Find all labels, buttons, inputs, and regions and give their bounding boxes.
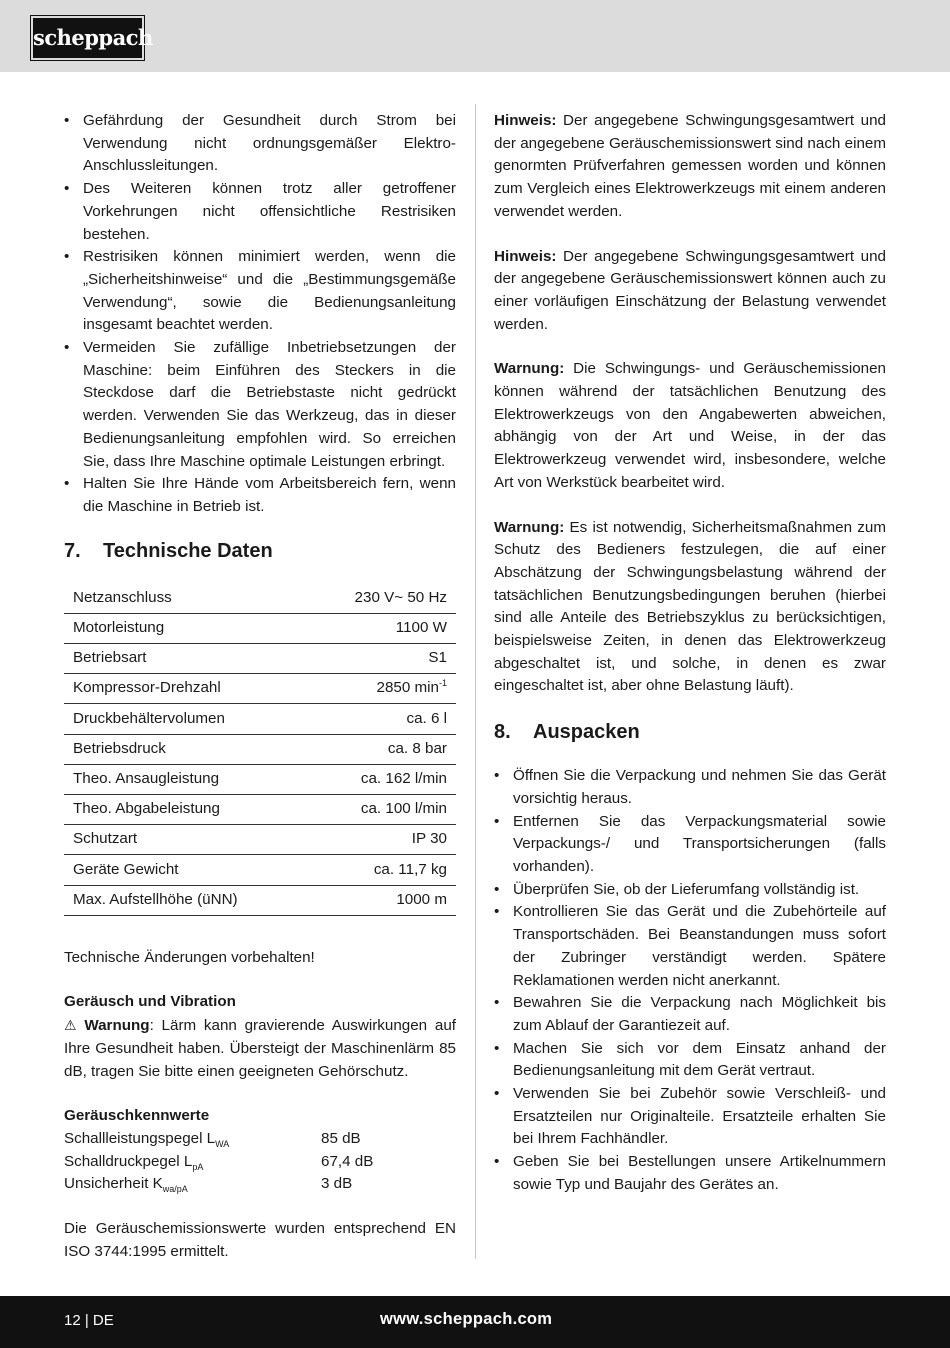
- table-row: [64, 674, 456, 704]
- page-footer: [0, 1296, 950, 1348]
- unpacking-bullet-list: [494, 765, 886, 1196]
- website-url: www.scheppach.com: [380, 1310, 553, 1328]
- warning-text: : Lärm kann gravierende Auswirkungen auf Ihre Gesundheit haben. Übersteigt der Maschinenlärm 85 dB, tragen Sie bitte einen geeigneten Gehörschutz.: [64, 1017, 456, 1080]
- noise-values-heading: Geräuschkennwerte: [64, 1107, 210, 1125]
- spec-label: Motorleistung: [64, 613, 308, 643]
- note-label: Hinweis:: [494, 247, 557, 265]
- spec-label: Geräte Gewicht: [64, 855, 308, 885]
- spec-label: Kompressor-Drehzahl: [64, 674, 308, 704]
- spec-value: ca. 6 l: [308, 704, 456, 734]
- page-header: [0, 0, 950, 72]
- table-row: [64, 825, 456, 855]
- section-title: Auspacken: [533, 721, 640, 744]
- changes-note: Technische Änderungen vorbehalten!: [64, 948, 315, 966]
- spec-value: ca. 162 l/min: [308, 764, 456, 794]
- noise-warning: [64, 1014, 456, 1083]
- note-text: Der angegebene Schwingungsgesamtwert und der angegebene Geräuschemissionswert sind nach einem genormten Prüfverfahren gemessen worden und können zum Vergleich eines Elektrowerkzeugs mit einem anderen verwendet werden.: [494, 112, 886, 220]
- spec-value: 1000 m: [308, 885, 456, 915]
- spec-value: 1100 W: [308, 613, 456, 643]
- table-row: [64, 584, 456, 614]
- list-item: • Gefährdung der Gesundheit durch Strom bei Verwendung nicht ordnungsgemäßer Elektro-Anschlussleitungen.: [64, 110, 456, 178]
- note-label: Hinweis:: [494, 112, 557, 129]
- table-row: [64, 644, 456, 674]
- noise-footer-note: Die Geräuschemissionswerte wurden entsprechend EN ISO 3744:1995 ermittelt.: [64, 1220, 456, 1260]
- table-row: [64, 764, 456, 794]
- note-paragraph: [494, 517, 886, 699]
- spec-value: IP 30: [308, 825, 456, 855]
- section-title: Technische Daten: [103, 539, 273, 562]
- noise-label-subscript: pA: [192, 1161, 204, 1172]
- list-item: • Kontrollieren Sie das Gerät und die Zubehörteile auf Transportschäden. Bei Beanstandungen muss sofort der Zubringer verständigt werden. Spätere Reklamationen werden nicht anerkannt.: [494, 901, 886, 992]
- left-column: [64, 110, 456, 1263]
- spec-label: Max. Aufstellhöhe (üNN): [64, 885, 308, 915]
- column-divider: [475, 104, 476, 1259]
- note-paragraph: [494, 246, 886, 337]
- noise-value: 3 dB: [321, 1175, 353, 1193]
- spec-value-text: 2850 min: [376, 679, 439, 697]
- noise-value-label: [64, 1151, 321, 1174]
- section-number: 8.: [494, 721, 511, 744]
- list-item: • Verwenden Sie bei Zubehör sowie Verschleiß- und Ersatzteilen nur Originalteile. Ersatzteile erhalten Sie bei Ihrem Fachhändler.: [494, 1083, 886, 1151]
- scheppach-logo: scheppach: [31, 16, 144, 60]
- noise-label-subscript: wa/pA: [162, 1184, 188, 1195]
- list-item: • Geben Sie bei Bestellungen unsere Artikelnummern sowie Typ und Baujahr des Gerätes an.: [494, 1151, 886, 1196]
- table-row: [64, 855, 456, 885]
- spec-label: Druckbehältervolumen: [64, 704, 308, 734]
- spec-value: ca. 8 bar: [308, 734, 456, 764]
- note-text: Der angegebene Schwingungsgesamtwert und der angegebene Geräuschemissionswert können auch zu einer vorläufigen Einschätzung der Belastung verwendet werden.: [494, 247, 886, 333]
- noise-value: 67,4 dB: [321, 1152, 374, 1170]
- list-item: • Vermeiden Sie zufällige Inbetriebsetzungen der Maschine: beim Einführen des Steckers in die Steckdose darf die Betriebstaste nicht gedrückt werden. Verwenden Sie das Werkzeug, das in dieser Bedienungsanleitung empfohlen wird. So erreichen Sie, dass Ihre Maschine optimale Leistungen erbringt.: [64, 337, 456, 473]
- noise-value: 85 dB: [321, 1129, 361, 1147]
- spec-value: S1: [308, 644, 456, 674]
- table-row: [64, 704, 456, 734]
- table-row: [64, 613, 456, 643]
- table-row: [64, 734, 456, 764]
- safety-bullet-list: [64, 110, 456, 519]
- note-label: Warnung:: [494, 518, 565, 536]
- list-item: • Restrisiken können minimiert werden, wenn die „Sicherheitshinweise“ und die „Bestimmungsgemäße Verwendung“, sowie die Bedienungsanleitung insgesamt beachtet werden.: [64, 246, 456, 337]
- warning-label: Warnung: [84, 1017, 150, 1035]
- spec-value: ca. 100 l/min: [308, 794, 456, 824]
- note-paragraph: [494, 358, 886, 494]
- list-item: • Entfernen Sie das Verpackungsmaterial sowie Verpackungs-/ und Transportsicherungen (falls vorhanden).: [494, 811, 886, 879]
- warning-icon: ⚠: [64, 1017, 77, 1034]
- section-7-heading: [64, 538, 456, 564]
- list-item: • Öffnen Sie die Verpackung und nehmen Sie das Gerät vorsichtig heraus.: [494, 765, 886, 810]
- table-row: [64, 794, 456, 824]
- list-item: • Des Weiteren können trotz aller getroffener Vorkehrungen nicht offensichtliche Restrisiken bestehen.: [64, 178, 456, 246]
- spec-value: ca. 11,7 kg: [308, 855, 456, 885]
- technical-data-table: [64, 584, 456, 916]
- noise-label-text: Unsicherheit K: [64, 1175, 163, 1193]
- spec-label: Betriebsdruck: [64, 734, 308, 764]
- noise-label-text: Schalldruckpegel L: [64, 1152, 193, 1170]
- spec-value-superscript: -1: [438, 678, 447, 689]
- section-number: 7.: [64, 539, 81, 562]
- spec-label: Betriebsart: [64, 644, 308, 674]
- spec-value: 230 V~ 50 Hz: [308, 584, 456, 614]
- note-text: Es ist notwendig, Sicherheitsmaßnahmen zum Schutz des Bedieners festzulegen, die auf einer Abschätzung der Schwingungsbelastung während der tatsächlichen Benutzungsbedingungen beruhen (hierbei sind alle Anteile des Betriebszyklus zu berücksichtigen, beispielsweise Zeiten, in denen das Elektrowerkzeug abgeschaltet ist, und solche, in denen es zwar eingeschaltet ist, aber ohne Belastung läuft).: [494, 518, 886, 695]
- table-row: [64, 885, 456, 915]
- note-text: Die Schwingungs- und Geräuschemissionen können während der tatsächlichen Benutzung des Elektrowerkzeugs von den Angabewerten abweichen, abhängig von der Art und Weise, in der das Elektrowerkzeug verwendet wird, insbesondere, welche Art von Werkstück bearbeitet wird.: [494, 360, 886, 491]
- noise-value-label: [64, 1128, 321, 1151]
- list-item: • Halten Sie Ihre Hände vom Arbeitsbereich fern, wenn die Maschine in Betrieb ist.: [64, 473, 456, 518]
- noise-value-row: [64, 1151, 456, 1174]
- note-label: Warnung:: [494, 360, 565, 378]
- spec-label: Netzanschluss: [64, 584, 308, 614]
- spec-label: Schutzart: [64, 825, 308, 855]
- noise-label-text: Schallleistungspegel L: [64, 1129, 216, 1147]
- noise-heading: Geräusch und Vibration: [64, 993, 236, 1011]
- noise-label-subscript: WA: [215, 1138, 230, 1149]
- note-paragraph: [494, 110, 886, 224]
- spec-label: Theo. Ansaugleistung: [64, 764, 308, 794]
- list-item: • Bewahren Sie die Verpackung nach Möglichkeit bis zum Ablauf der Garantiezeit auf.: [494, 992, 886, 1037]
- noise-value-label: [64, 1173, 321, 1196]
- noise-value-row: [64, 1173, 456, 1196]
- spec-value: [308, 674, 456, 704]
- list-item: • Machen Sie sich vor dem Einsatz anhand der Bedienungsanleitung mit dem Gerät vertraut.: [494, 1038, 886, 1083]
- section-8-heading: [494, 719, 886, 745]
- list-item: • Überprüfen Sie, ob der Lieferumfang vollständig ist.: [494, 879, 886, 902]
- spec-label: Theo. Abgabeleistung: [64, 794, 308, 824]
- page-number: 12 | DE: [64, 1312, 114, 1329]
- noise-value-row: [64, 1128, 456, 1151]
- right-column: [494, 110, 886, 1197]
